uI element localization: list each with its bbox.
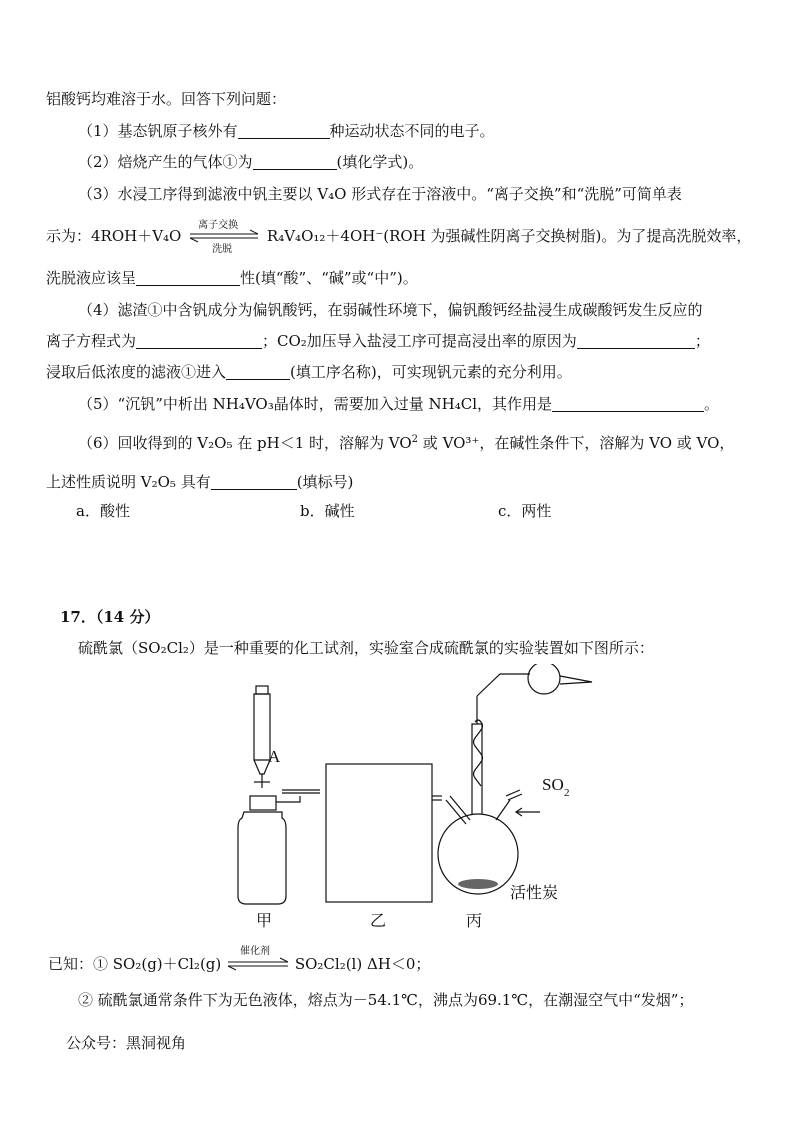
arrow-label-elution: 洗脱: [212, 244, 233, 255]
q16-part4-line1: （4）滤渣①中含钒成分为偏钒酸钙，在弱碱性环境下，偏钒酸钙经盐浸生成碳酸钙发生反应的: [78, 301, 703, 319]
q17-known1-text-b: SO₂Cl₂(l) ΔH＜0；: [294, 955, 431, 973]
q17-known2: ② 硫酰氯通常条件下为无色液体，熔点为－54.1℃，沸点为69.1℃，在潮湿空气中“发烟”；: [78, 991, 694, 1009]
q16-part3-line3: [46, 268, 418, 288]
q16-part6-line1: [78, 430, 734, 453]
q16-part6-text-b: 或 VO³⁺，在碱性条件下，溶解为 VO 或 VO，: [422, 434, 735, 452]
label-activated-carbon: 活性炭: [510, 883, 559, 902]
footer-watermark: 公众号：黑洞视角: [66, 1034, 187, 1052]
label-jia: 甲: [256, 911, 273, 930]
q16-part1: [78, 121, 495, 141]
q16-option-a[interactable]: a．酸性: [76, 502, 130, 520]
q17-number: 17．（14 分）: [60, 608, 160, 626]
q16-part5-text-b: 。: [704, 395, 720, 413]
q16-part3-answer-blank[interactable]: [136, 269, 240, 286]
q16-part1-text-a: （1）基态钒原子核外有: [78, 122, 238, 140]
q16-intro: 铝酸钙均难溶于水。回答下列问题：: [46, 90, 287, 108]
q16-part4-line3-text-b: (填工序名称)，可实现钒元素的充分利用。: [290, 363, 572, 381]
q16-option-c[interactable]: c．两性: [498, 502, 552, 520]
label-so2: SO: [542, 775, 564, 794]
q16-part3-line3-text-a: 洗脱液应该呈: [46, 269, 137, 287]
q16-part2-answer-blank[interactable]: [253, 153, 337, 170]
label-bing: 丙: [466, 911, 483, 930]
q16-part3-reversible-arrow: [186, 220, 262, 255]
q16-part4-line3-text-a: 浸取后低浓度的滤液①进入: [46, 363, 227, 381]
apparatus-figure: [220, 664, 620, 930]
q16-option-b[interactable]: b．碱性: [300, 502, 355, 520]
q16-part6-line2-text-a: 上述性质说明 V₂O₅ 具有: [46, 473, 211, 491]
q16-part2-text-b: (填化学式)。: [336, 153, 424, 171]
q16-part2-text-a: （2）焙烧产生的气体①为: [78, 153, 253, 171]
q16-part3-equation: [46, 220, 752, 255]
q16-part5-answer-blank[interactable]: [552, 395, 704, 412]
q16-part2: [78, 152, 423, 172]
q16-part4-line2: [46, 331, 710, 351]
q16-part4-process-blank[interactable]: [226, 363, 290, 380]
q16-part4-line2-text-a: 离子方程式为: [46, 332, 137, 350]
q17-known1-text-a: 已知：① SO₂(g)＋Cl₂(g): [48, 955, 222, 973]
q16-part6-line2: [46, 472, 353, 492]
apparatus-bing: [438, 664, 592, 894]
label-A: A: [268, 747, 281, 766]
label-yi: 乙: [370, 911, 387, 930]
q16-part6-answer-blank[interactable]: [211, 473, 297, 490]
q16-part3-line3-text-b: 性(填“酸”、“碱”或“中”)。: [240, 269, 418, 287]
q17-known1: [48, 946, 431, 974]
label-so2-subscript: 2: [564, 787, 570, 799]
q16-part3-line1: （3）水浸工序得到滤液中钒主要以 V₄O 形式存在于溶液中。“离子交换”和“洗脱”可简单表: [78, 185, 682, 203]
q17-intro: 硫酰氯（SO₂Cl₂）是一种重要的化工试剂，实验室合成硫酰氯的实验装置如下图所示：: [78, 639, 654, 657]
q16-part6-text-a: （6）回收得到的 V₂O₅ 在 pH＜1 时，溶解为 VO: [78, 434, 412, 452]
arrow-label-ion-exchange: 离子交换: [198, 220, 239, 231]
q16-part5: [78, 394, 719, 414]
q17-known1-reversible-arrow: [226, 946, 290, 974]
q16-part4-equation-blank[interactable]: [136, 332, 262, 349]
q16-part6-line2-text-b: (填标号): [296, 473, 354, 491]
q16-part3-eq-left: 示为：4ROH＋V₄O: [46, 227, 182, 245]
q16-part5-text-a: （5）“沉钒”中析出 NH₄VO₃晶体时，需要加入过量 NH₄Cl，其作用是: [78, 395, 553, 413]
q16-part1-answer-blank[interactable]: [238, 122, 330, 139]
q16-part6-superscript: 2: [411, 434, 419, 445]
catalyst-label: 催化剂: [240, 946, 271, 957]
q16-part3-eq-right: R₄V₄O₁₂＋4OH⁻(ROH 为强碱性阴离子交换树脂)。为了提高洗脱效率，: [266, 227, 752, 245]
equilibrium-arrow-icon: [226, 954, 290, 974]
q16-part4-reason-blank[interactable]: [577, 332, 695, 349]
q16-part4-line2-text-c: ；: [694, 332, 710, 350]
q16-part4-line2-text-b: ；CO₂加压导入盐浸工序可提高浸出率的原因为: [262, 332, 577, 350]
q16-part4-line3: [46, 362, 572, 382]
q16-part1-text-b: 种运动状态不同的电子。: [329, 122, 495, 140]
apparatus-jia: [238, 686, 320, 904]
apparatus-yi: [326, 764, 442, 902]
